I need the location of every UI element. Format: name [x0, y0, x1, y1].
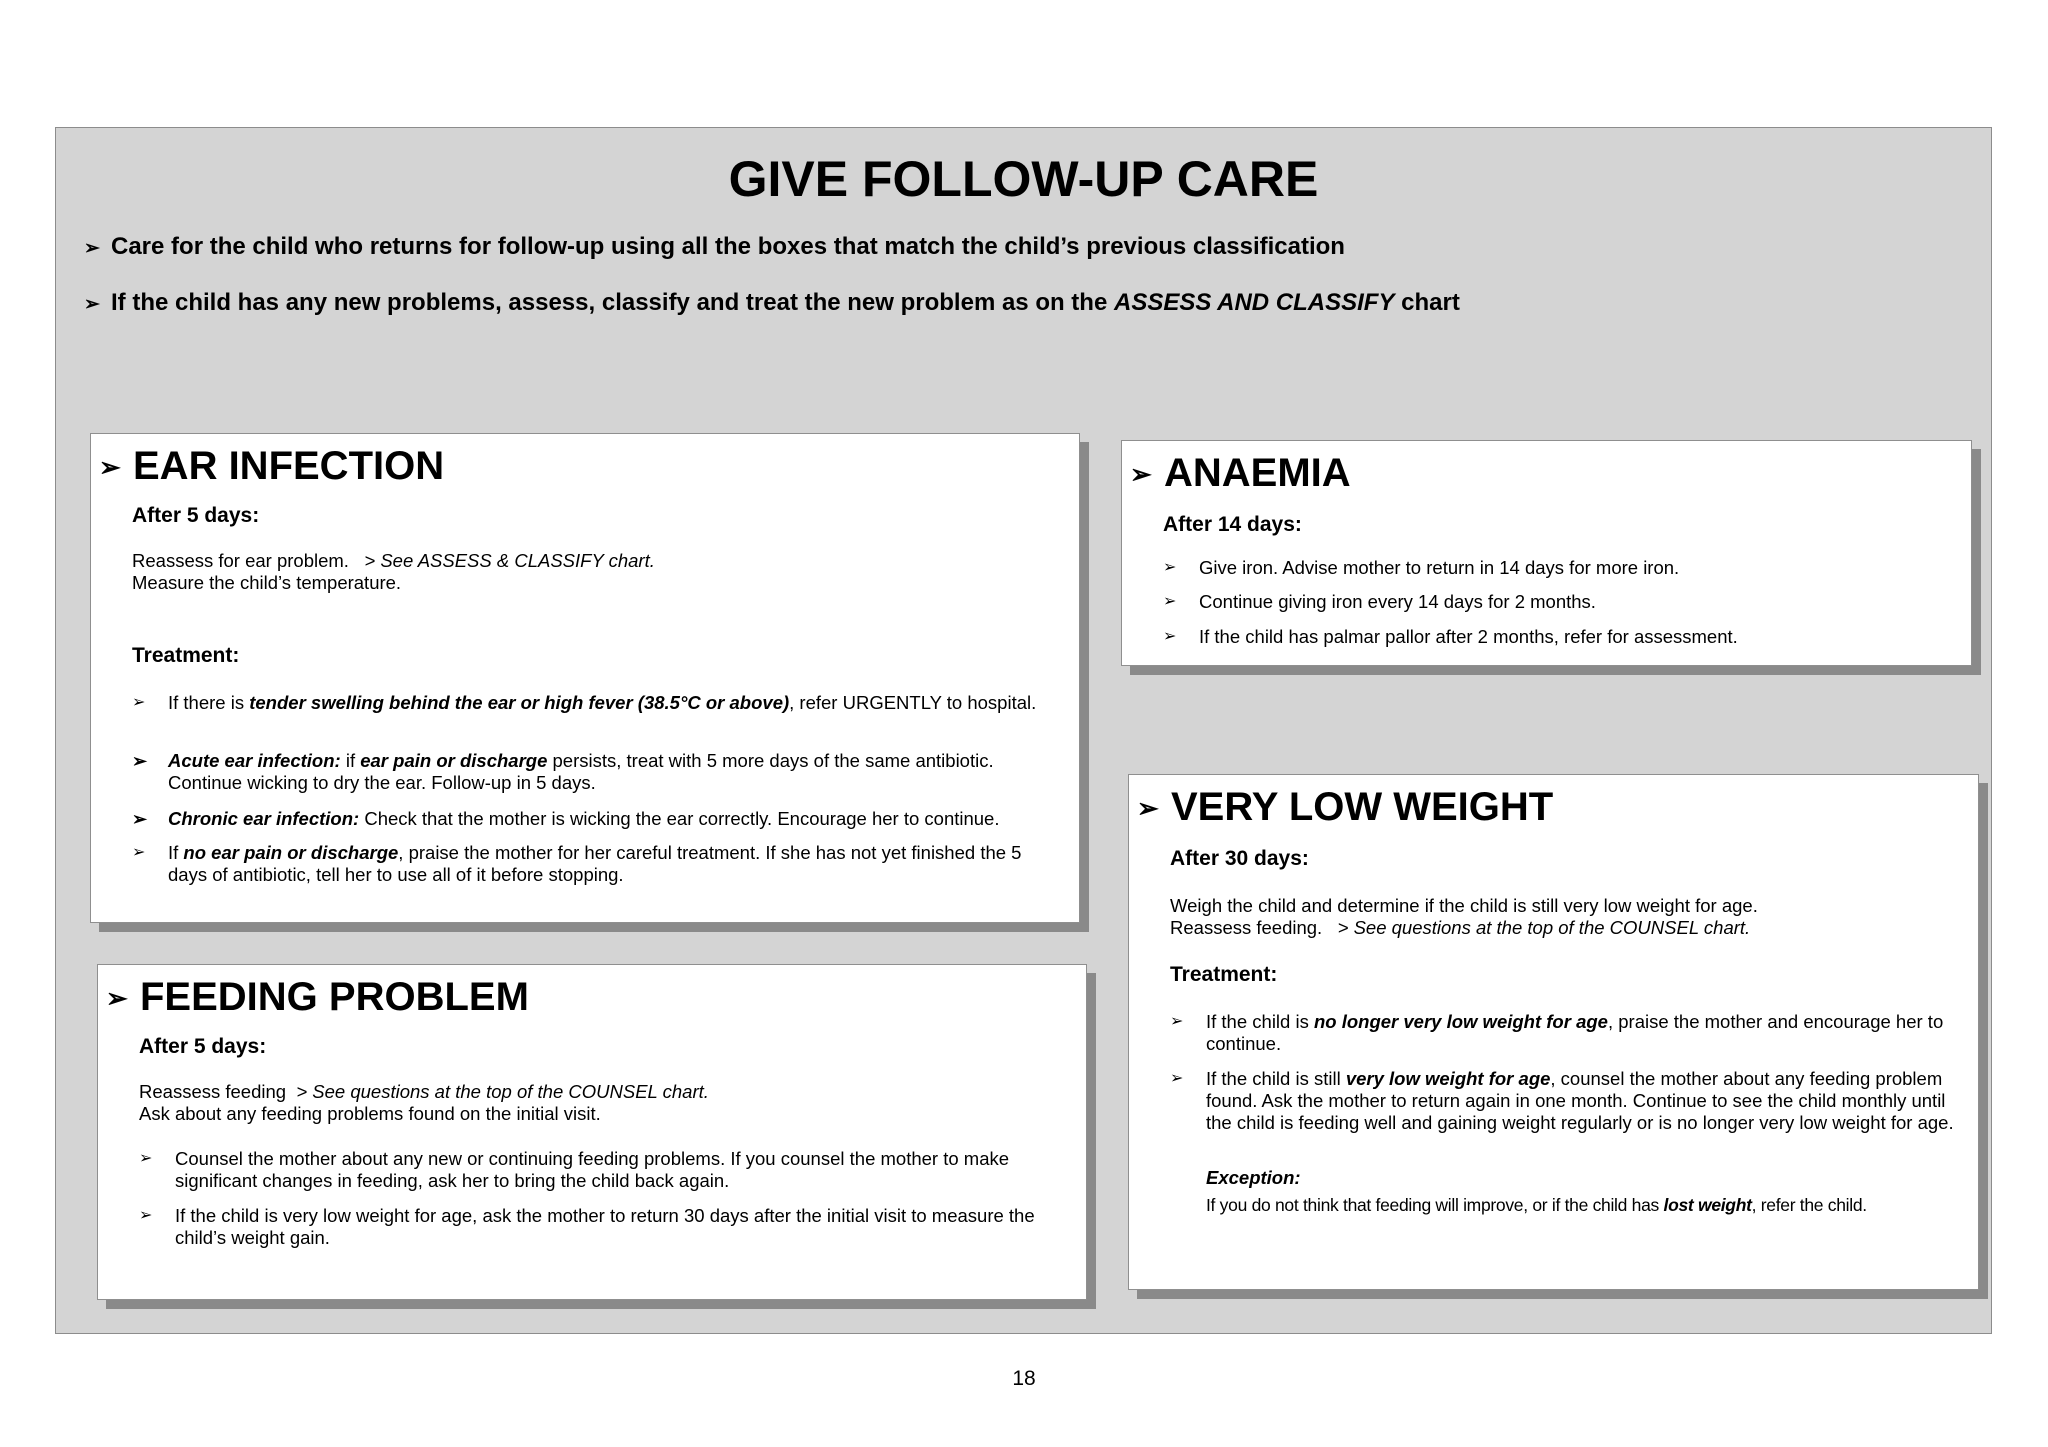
- ear-treatment-bullet-2: ➢ Acute ear infection: if ear pain or discharge persists, treat with 5 more days of the same antibiotic. Continue wicking to dry the ear. Follow-up in 5 days.: [132, 750, 994, 793]
- bullet-arrow-icon: ➢: [99, 452, 121, 482]
- feeding-bullet-1: ➢ Counsel the mother about any new or continuing feeding problems. If you counsel the mother to make significant changes in feeding, ask her to bring the child back again.: [139, 1148, 1010, 1191]
- ear-treatment-bullet-3: ➢ Chronic ear infection: Check that the mother is wicking the ear correctly. Encourage her to continue.: [132, 808, 1000, 829]
- intro-line-2: ➢ If the child has any new problems, assess, classify and treat the new problem as on the ASSESS AND CLASSIFY chart: [84, 289, 1460, 316]
- ear-reassess-line: Reassess for ear problem. > See ASSESS & CLASSIFY chart.: [132, 550, 655, 571]
- feeding-reassess-line: Reassess feeding > See questions at the top of the COUNSEL chart.: [139, 1081, 709, 1102]
- ear-infection-box: [90, 433, 1080, 923]
- feeding-ask-line: Ask about any feeding problems found on the initial visit.: [139, 1103, 601, 1124]
- feeding-bullet-2: ➢ If the child is very low weight for age, ask the mother to return 30 days after the initial visit to measure the child’s weight gain.: [139, 1205, 1035, 1248]
- vlw-reassess-line: Reassess feeding. > See questions at the top of the COUNSEL chart.: [1170, 917, 1751, 938]
- follow-up-care-panel: [55, 127, 1992, 1334]
- bullet-arrow-icon: ➢: [132, 694, 146, 711]
- anaemia-after-days: After 14 days:: [1163, 513, 1302, 536]
- bullet-arrow-icon: ➢: [139, 1150, 153, 1167]
- ear-infection-title: ➢ EAR INFECTION: [99, 444, 445, 488]
- bullet-arrow-icon: ➢: [1170, 1070, 1184, 1087]
- anaemia-bullet-1: ➢ Give iron. Advise mother to return in 14 days for more iron.: [1163, 557, 1680, 578]
- vlw-treatment-heading: Treatment:: [1170, 963, 1278, 986]
- bullet-arrow-icon: ➢: [1130, 459, 1152, 489]
- ear-treatment-bullet-4: ➢ If no ear pain or discharge, praise the mother for her careful treatment. If she has not yet finished the 5 days of antibiotic, tell her to use all of it before stopping.: [132, 842, 1022, 885]
- bullet-arrow-icon: ➢: [1163, 593, 1177, 610]
- bullet-arrow-icon: ➢: [84, 238, 100, 259]
- ear-treatment-heading: Treatment:: [132, 644, 240, 667]
- feeding-problem-box: [97, 964, 1087, 1300]
- intro-line-1: ➢ Care for the child who returns for follow-up using all the boxes that match the child’s previous classification: [84, 233, 1345, 260]
- bullet-arrow-icon: ➢: [132, 844, 146, 861]
- vlw-treatment-bullet-1: ➢ If the child is no longer very low weight for age, praise the mother and encourage her to continue.: [1170, 1011, 1944, 1054]
- feeding-problem-title: ➢ FEEDING PROBLEM: [106, 975, 529, 1019]
- page-number: 18: [1012, 1367, 1036, 1390]
- very-low-weight-title: ➢ VERY LOW WEIGHT: [1137, 785, 1554, 829]
- bullet-arrow-icon: ➢: [1163, 628, 1177, 645]
- bullet-arrow-icon: ➢: [132, 751, 148, 771]
- bullet-arrow-icon: ➢: [84, 294, 100, 315]
- bullet-arrow-icon: ➢: [132, 809, 148, 829]
- vlw-exception-text: If you do not think that feeding will improve, or if the child has lost weight, refer the child.: [1206, 1195, 1867, 1215]
- bullet-arrow-icon: ➢: [1170, 1013, 1184, 1030]
- page-title: GIVE FOLLOW-UP CARE: [728, 151, 1319, 207]
- anaemia-box: [1121, 440, 1972, 666]
- vlw-treatment-bullet-2: ➢ If the child is still very low weight for age, counsel the mother about any feeding problem found. Ask the mother to return again in one month. Continue to see the child monthly until the child is feeding well and gaining weight regularly or is no longer very low weight for age.: [1170, 1068, 1954, 1133]
- bullet-arrow-icon: ➢: [1163, 559, 1177, 576]
- ear-after-days: After 5 days:: [132, 504, 260, 527]
- feeding-after-days: After 5 days:: [139, 1035, 267, 1058]
- ear-treatment-bullet-1: ➢ If there is tender swelling behind the ear or high fever (38.5°C or above), refer URGENTLY to hospital.: [132, 692, 1037, 713]
- very-low-weight-box: [1128, 774, 1979, 1290]
- anaemia-title: ➢ ANAEMIA: [1130, 451, 1351, 495]
- vlw-exception-heading: Exception:: [1206, 1167, 1301, 1188]
- ear-temperature-line: Measure the child’s temperature.: [132, 572, 402, 593]
- bullet-arrow-icon: ➢: [139, 1207, 153, 1224]
- anaemia-bullet-2: ➢ Continue giving iron every 14 days for 2 months.: [1163, 591, 1596, 612]
- anaemia-bullet-3: ➢ If the child has palmar pallor after 2 months, refer for assessment.: [1163, 626, 1738, 647]
- vlw-weigh-line: Weigh the child and determine if the child is still very low weight for age.: [1170, 895, 1758, 916]
- bullet-arrow-icon: ➢: [1137, 793, 1159, 823]
- vlw-after-days: After 30 days:: [1170, 847, 1309, 870]
- bullet-arrow-icon: ➢: [106, 983, 128, 1013]
